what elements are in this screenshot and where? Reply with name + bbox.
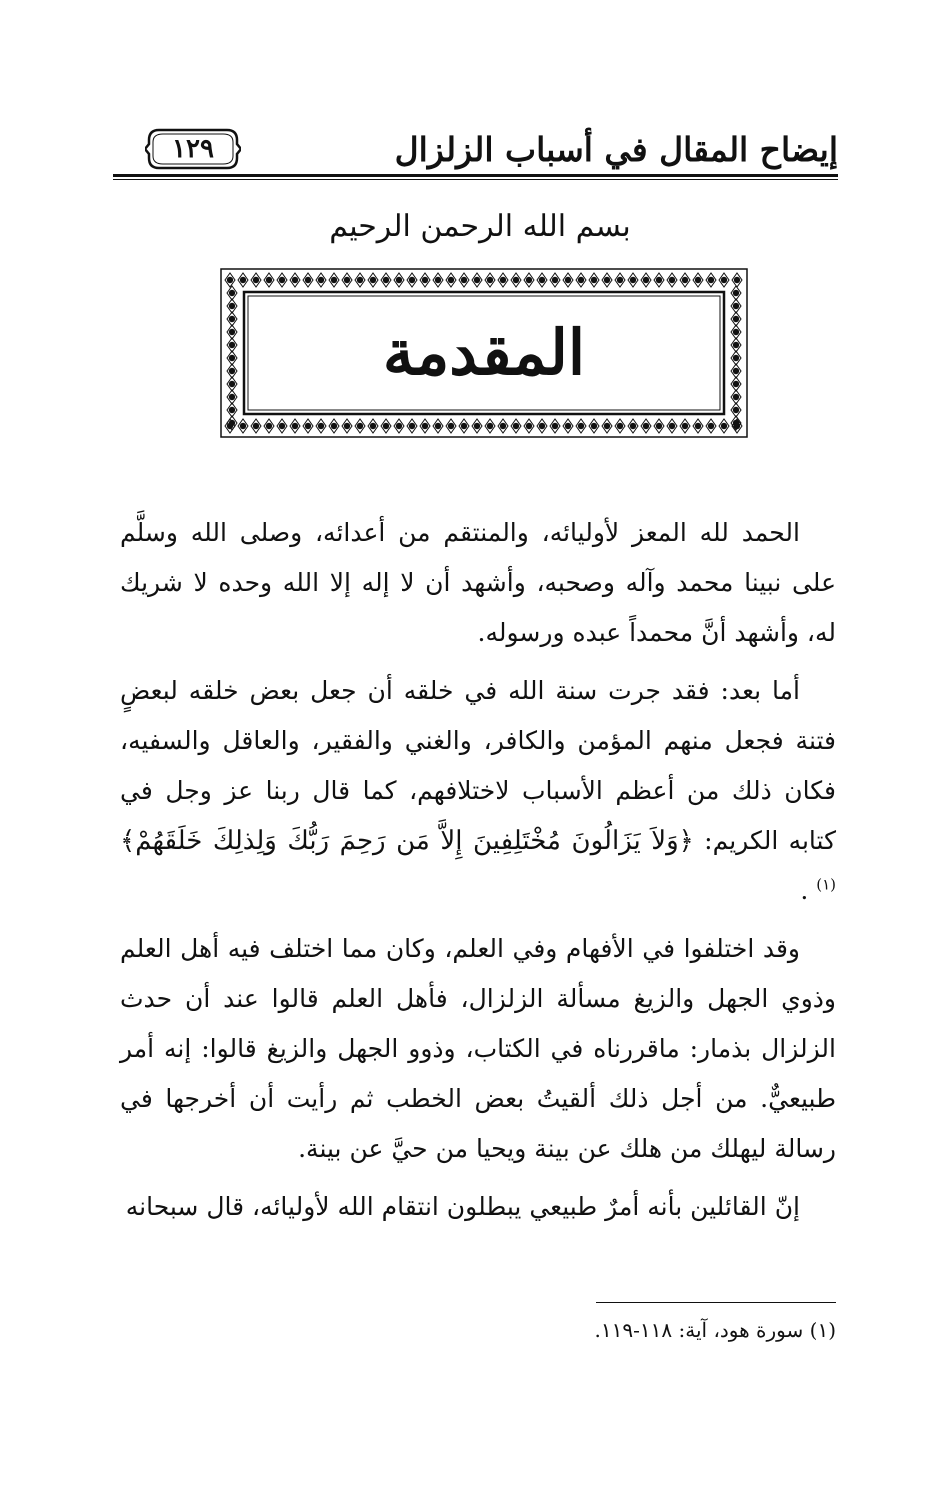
body-text xyxy=(120,508,836,1240)
footnote-reference: (١) xyxy=(816,875,836,894)
footnote-text: سورة هود، آية: ١١٨-١١٩. xyxy=(594,1318,804,1342)
sentence-end-mark: . xyxy=(800,876,809,905)
paragraph-amma-bad xyxy=(120,666,836,916)
paragraph-text: الحمد لله المعز لأوليائه، والمنتقم من أعدائه، وصلى الله وسلَّم على نبينا محمد وآله وصحبه، وأشهد أن لا إله إلا الله وحده لا شريك له، وأشهد أنَّ محمداً عبده ورسوله. xyxy=(120,518,836,647)
running-title: إيضاح المقال في أسباب الزلزال xyxy=(394,130,838,169)
quran-verse: ﴿وَلاَ يَزَالُونَ مُخْتَلِفِينَ إِلاَّ مَن رَحِمَ رَبُّكَ وَلِذلِكَ خَلَقَهُمْ﴾ xyxy=(120,826,694,856)
page-number: ١٢٩ xyxy=(172,134,214,164)
paragraph-text: أما بعد: فقد جرت سنة الله في خلقه أن جعل بعض خلقه لبعضٍ فتنة فجعل منهم المؤمن والكافر، والغني والفقير، والعاقل والسفيه، فكان ذلك من أعظم الأسباب لاختلافهم، كما قال ربنا عز وجل في كتابه الكريم: xyxy=(120,676,836,855)
paragraph-intro xyxy=(120,508,836,658)
chapter-title-frame xyxy=(218,266,750,440)
paragraph-text: إنّ القائلين بأنه أمرٌ طبيعي يبطلون انتقام الله لأوليائه، قال سبحانه xyxy=(125,1192,800,1221)
paragraph-text: وقد اختلفوا في الأفهام وفي العلم، وكان مما اختلف فيه أهل العلم وذوي الجهل والزيغ مسألة الزلزال، فأهل العلم قالوا عند أن حدث الزلزال بذمار: ماقررناه في الكتاب، وذوو الجهل والزيغ قالوا: إنه أمر طبيعيٌّ. من أجل ذلك ألقيتُ بعض الخطب ثم رأيت أن أخرجها في رسالة ليهلك من هلك عن بينة ويحيا من حيَّ عن بينة. xyxy=(120,934,836,1163)
page-number-badge xyxy=(145,126,241,172)
page-header xyxy=(113,118,838,180)
footnote-marker: (١) xyxy=(809,1318,836,1342)
chapter-title: المقدمة xyxy=(382,316,586,389)
footnote-divider xyxy=(596,1302,836,1303)
header-rule xyxy=(113,174,838,180)
paragraph-natural-claim xyxy=(120,1182,836,1232)
basmala: بسم الله الرحمن الرحيم xyxy=(329,209,631,244)
paragraph-disagreement xyxy=(120,924,836,1174)
footnote xyxy=(420,1312,836,1348)
